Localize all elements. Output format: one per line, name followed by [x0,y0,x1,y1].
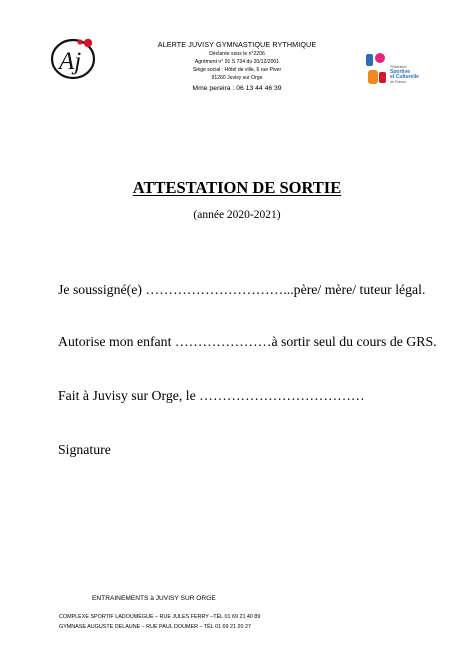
club-logo-letters: Aj [59,48,82,75]
registered-office: Siège social : Hôtel de ville, 6 rue Piver [192,67,282,73]
agrement-number: Agrément n° 91 S 734 du 20/12/2001 [194,59,280,65]
document-title: ATTESTATION DE SORTIE [132,178,342,197]
declaration-number: Déclarée sous le n°2206 [209,51,265,57]
document-subtitle: (année 2020-2021) [193,209,281,221]
signature-label: Signature [58,442,111,457]
declarant-line: Je soussigné(e) …………………………...père/ mère/ tuteur légal. [58,282,426,297]
office-city: 91260 Juvisy sur Orge [211,75,263,81]
footer-venue-2: GYMNASE AUGUSTE DELAUNE – RUE PAUL DOUMER – TÉL 01 69 21 20 27 [59,624,252,630]
fsc-text-1: Fédération [390,65,408,69]
federation-logo [366,48,436,92]
fsc-mark-orange [368,70,378,84]
fsc-text-3: et Culturelle [390,74,419,80]
footer-venue-1: COMPLEXE SPORTIF LADOUMÈGUE – RUE JULES FERRY –TÉL 01 69 21 40 89 [59,614,261,620]
club-logo-red-dot-small [77,39,82,44]
fsc-mark-blue [366,54,373,66]
fsc-mark-pink [375,53,385,63]
contact-line: Mme pereira : 06 13 44 46 39 [192,85,282,92]
club-logo-red-dot [84,39,92,47]
fsc-text-4: de France [390,80,407,84]
authorization-line: Autorise mon enfant …………………à sortir seul du cours de GRS. [58,334,437,349]
footer-title: ENTRAINEMENTS à JUVISY SUR ORGE [92,595,216,602]
club-name: ALERTE JUVISY GYMNASTIQUE RYTHMIQUE [157,40,317,49]
club-logo [46,35,102,81]
fsc-mark-red [379,72,386,83]
letterhead [130,40,344,95]
fsc-text-2: Sportive [390,69,411,75]
place-date-line: Fait à Juvisy sur Orge, le ……………………………… [58,388,365,403]
